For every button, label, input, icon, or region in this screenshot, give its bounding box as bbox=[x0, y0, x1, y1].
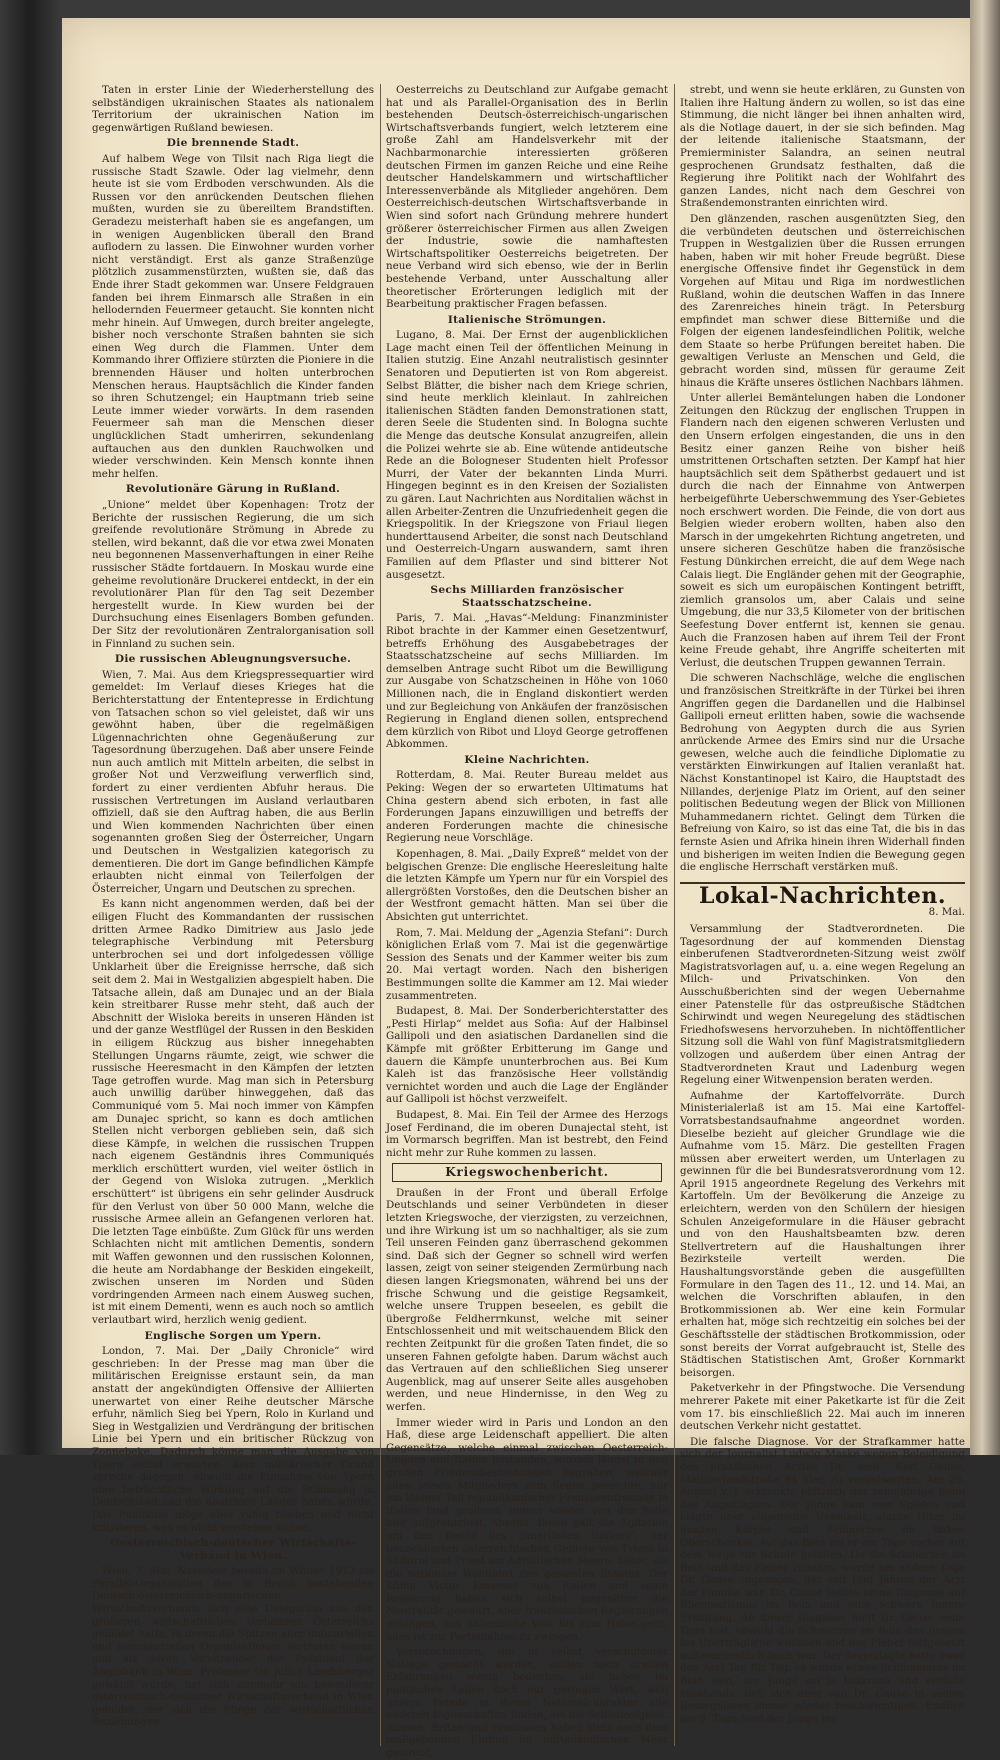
column-left bbox=[92, 84, 374, 1750]
article-paragraph: Versprechungen, die in selbst verschuldeter Notlage gemacht werden, wollen nach uralten Erfahrungen wenig bedeuten; sie haben im politischen Leben doch nur geringen Wert, weil unsere Feinde in ihrem Nationalcharakter alle anderen Eigenschaften finden, als die Selbstlosigkeit. Russen, Briten und Franzosen haben stets nach dem maßgebenden Einfluß im mittelländischen Meer gestrebt, bbox=[386, 1646, 668, 1759]
article-heading: Kleine Nachrichten. bbox=[464, 753, 590, 766]
article-paragraph: Draußen in der Front und überall Erfolge Deutschlands und seiner Verbündeten in dieser letzten Kriegswoche, der vierzigsten, zu verzeichnen, und ihre Wirkung ist um so nachhaltiger, als sie zum Teil unseren Feinden ganz überraschend gekommen sind. Daß sich der Gegner so schnell wird werfen lassen, zeigt von seiner steigenden Zermürbung nach diesen langen Kriegsmonaten, während bei uns der frische Schwung und die geistige Regsamkeit, welche unsere Truppen beseelen, es gebilt die übergroße Feldherrnkunst, welche mit seiner Entschlossenheit und mit weitschauendem Blick den rechten Zeitpunkt für die großen Taten findet, die so unseren Fahnen gefolgte haben. Darum wächst auch das Vertrauen auf den schließlichen Sieg unserer Augenblick, mag auf unserer Seite alles ausgehoben werden, und neue Hindernisse, in den Weg zu werfen. bbox=[386, 1186, 668, 1413]
article-paragraph: Wien, 7. Mai. Aus dem Kriegspressequartier wird gemeldet: Im Verlauf dieses Krieges hat die Berichterstattung der Ententepresse in Erdichtung von Tatsachen schon so viel geleistet, daß wir uns gewöhnt haben, über die regelmäßigen Lügennachrichten ohne Gegenäußerung zur Tagesordnung überzugehen. Daß aber unsere Feinde nun auch amtlich mit Mitteln arbeiten, die selbst in großer Not und Verzweiflung verwerflich sind, fordert zu einer verdienten Abfuhr heraus. Die russischen Vertretungen im Ausland verlautbaren offiziell, daß sie den Auftrag haben, die aus Berlin und Wien kommenden Nachrichten über einen sogenannten großen Sieg der Österreicher, Ungarn und Deutschen in Westgalizien kategorisch zu dementieren. Die dort im Gange befindlichen Kämpfe erlaubten nicht einmal von Teilerfolgen der Österreicher, Ungarn und Deutschen zu sprechen. bbox=[92, 668, 374, 895]
article-paragraph: Versammlung der Stadtverordneten. Die Tagesordnung der auf kommenden Dienstag einberufenen Stadtverordneten-Sitzung weist zwölf Magistratsvorlagen auf, u. a. eine wegen Regelung an Milch- und Privatschinken. Von den Ausschußberichten sind der wegen Uebernahme einer Patenstelle für das ostpreußische Städtchen Schirwindt und wegen Neuregelung des städtischen Friedhofswesens hervorzuheben. In nichtöffentlicher Sitzung soll die Wahl von fünf Magistratsmitgliedern vollzogen und außerdem über einen Antrag der Stadtverordneten Kraut und Ladenburg wegen Regelung einer Witwenpension beraten werden. bbox=[680, 923, 965, 1087]
article-heading: Italienische Strömungen. bbox=[447, 313, 607, 326]
article-paragraph: Budapest, 8. Mai. Ein Teil der Armee des Herzogs Josef Ferdinand, die im oberen Dunajectal steht, ist im Vormarsch begriffen. Man ist bestrebt, den Feind nicht mehr zur Ruhe kommen zu lassen. bbox=[386, 1108, 668, 1159]
article-paragraph: Rotterdam, 8. Mai. Reuter Bureau meldet aus Peking: Wegen der so erwarteten Ultimatums hat China gestern abend sich erboten, in fast alle Forderungen Japans einzuwilligen und betreffs der anderen Forderungen machte die chinesische Regierung neue Vorschläge. bbox=[386, 769, 668, 845]
column-middle bbox=[386, 84, 669, 1759]
column-rule bbox=[674, 84, 675, 1746]
article-paragraph: Lugano, 8. Mai. Der Ernst der augenblicklichen Lage macht einen Teil der öffentlichen Meinung in Italien stutzig. Eine Anzahl neutralistisch gesinnter Senatoren und Deputierten ist von Rom abgereist. Selbst Blätter, die bisher nach dem Kriege schrien, sind heute merklich kleinlaut. In zahlreichen italienischen Städten fanden Demonstrationen statt, deren Seele die Studenten sind. In Bologna suchte die Menge das deutsche Konsulat anzugreifen, allein die Polizei wehrte sie ab. Eine wütende antideutsche Rede an die Bologneser Studenten hielt Professor Murri, der Vater der bekannten Linda Murri. Hingegen beginnt es in den Kreisen der Sozialisten zu gären. Laut Nachrichten aus Norditalien wächst in allen Arbeiter-Zentren die Unzufriedenheit gegen die Kriegspolitik. In der Kriegszone von Friaul liegen hunderttausend Arbeiter, die sonst nach Deutschland und Oesterreich-Ungarn auswandern, samt ihren Familien auf dem Pflaster und sind bitterer Not ausgesetzt. bbox=[386, 329, 668, 581]
article-paragraph: Wien, 7. Mai. Nachdem bereits im Winter 1913 als Parallel-Organisation des in Berlin bestehenden Deutsch-österreichisch-ungarischen Wirtschaftsverbands sich eine Delegation aus den größeren wirtschaftlichen Verbänden Österreichs gebildet hatte, in deren die Spitzen aller industriellen und kommerziellen Organisationen vertreten waren und als deren Vorsitzender der Präsident der Anglobank in Wien, Professor Dr. Julius Landsberger gewählt wurde, hat sich nunmehr ein besonderer österreichisch-deutscher Wirtschaftsverband in Wien gebildet, der sich die Pflege der wirtschaftlichen Beziehungen bbox=[92, 1565, 374, 1729]
article-heading: Die russischen Ableugnungsversuche. bbox=[114, 653, 352, 666]
article-paragraph: Rom, 7. Mai. Meldung der „Agenzia Stefani“: Durch königlichen Erlaß vom 7. Mai ist die gegenwärtige Session des Senats und der Kammer weiter bis zum 20. Mai vertagt worden. Nach den bisherigen Bestimmungen sollte die Kammer am 12. Mai wieder zusammentreten. bbox=[386, 926, 669, 1002]
article-paragraph: Paketverkehr in der Pfingstwoche. Die Versendung mehrerer Pakete mit einer Paketkarte ist für die Zeit vom 17. bis einschließlich 22. Mai auch im inneren deutschen Verkehr nicht gestattet. bbox=[680, 1382, 965, 1433]
article-paragraph: „Unione“ meldet über Kopenhagen: Trotz der Berichte der russischen Regierung, die um sich greifende revolutionäre Strömung in Abrede zu stellen, wird bekannt, daß die vor etwa zwei Monaten neu begonnenen Massenverhaftungen in einer Reihe russischer Städte fortdauern. In Moskau wurde eine geheime revolutionäre Druckerei entdeckt, in der ein revolutionärer Plan für den Tag seit Dezember hergestellt wurde. In Kiew wurden bei der Durchsuchung eines Eisenlagers Bomben gefunden. Der Sitz der revolutionären Zentralorganisation soll in Finnland zu suchen sein. bbox=[92, 499, 374, 650]
article-heading: Oesterreichisch-deutscher Wirtschafts-Verband in Wien. bbox=[110, 1537, 356, 1562]
article-paragraph: Paris, 7. Mai. „Havas“-Meldung: Finanzminister Ribot brachte in der Kammer einen Gesetzentwurf, betreffs Erhöhung des Ausgabebetrages der Staatsschatzscheine auf sechs Milliarden. Im demselben Antrage sucht Ribot um die Bewilligung zur Ausgabe von Schatzscheinen in Höhe von 1060 Millionen nach, die in England diskontiert werden und zur Begleichung von Ankäufen der französischen Regierung in England dienen sollen, entsprechend dem kürzlich von Ribot und Lloyd George getroffenen Abkommen. bbox=[386, 612, 668, 751]
article-heading: Sechs Milliarden französischer Staatsschatzscheine. bbox=[430, 584, 624, 609]
article-heading: Die brennende Stadt. bbox=[166, 137, 300, 150]
book-edge bbox=[970, 0, 1000, 1455]
article-paragraph: London, 7. Mai. Der „Daily Chronicle“ wird geschrieben: In der Presse mag man über die militärischen Ereignisse erstaunt sein, da man anstatt der angekündigten Offensive der Alliierten unerwartet von einer Reihe deutscher Märsche erfuhr, nämlich Sieg bei Ypern, Rolo in Kurland und Sieg in Westgalizien und Verdrängung der britischen Linie bei Ypern und ein britischer Rückzug von Zonnebeke. Dadurch könne man die Ausgabe von Ypern selbst erwarten. Kein militärischer Grund spreche dagegen, obwohl die Einnahme von Ypern eine beträchtliche Wirkung auf die Stimmung in Deutschland und die neutralen Länder haben würde. Das Publikum möge aber ruhig bleiben und nicht kritisieren, was es nicht verstehen könne. bbox=[92, 1345, 374, 1534]
article-paragraph: strebt, und wenn sie heute erklären, zu Gunsten von Italien ihre Haltung ändern zu wollen, so ist das eine Stimmung, die nicht länger bei ihnen anhalten wird, als die Notlage dauert, in der sie sich befinden. Mag der leitende italienische Staatsmann, der Premierminister Salandra, an seinen neutral gesprochenen Grundsatz festhalten, daß die Regierung ihre Politikt nach der Wohlfahrt des ganzen Landes, nicht nach dem Geschrei von Straßendemonstranten einrichten wird. bbox=[680, 84, 965, 210]
article-paragraph: Den glänzenden, raschen ausgenützten Sieg, den die verbündeten deutschen und österreichischen Truppen in Westgalizien über die Russen errungen haben, haben wir mit hoher Freude begrüßt. Diese energische Offensive findet ihr Gegenstück in dem Vorgehen auf Mitau und Riga im nordwestlichen Rußland, wohin die deutschen Waffen in das Innere des Zarenreiches hinein trägt. In Petersburg empfindet man schwer diese Bitterniße und die Folgen der eigenen landesfeindlichen Politik, welche dem Staate so herbe Prüfungen bereitet haben. Die gewaltigen Verluste an Menschen und Geld, die gebracht worden sind, müssen für geraume Zeit hinaus die Kräfte unseres östlichen Nachbars lähmen. bbox=[680, 212, 965, 389]
boxed-heading: Kriegswochenbericht. bbox=[392, 1163, 662, 1182]
column-right bbox=[680, 84, 965, 1750]
article-paragraph: Die falsche Diagnose. Vor der Strafkammer hatte sich der Journalist Ludwig Maske wegen Beleidigung des praktischen Arztes Dr. med. Karl Gause, Mainzerlandstraße 84 hier, zu verantworten. Am 20. August v. J. erkrankte plötzlich der zehnjährige Sohn des Angeklagten. Der Junge kam vom Spielen und klagte über allgemeine Uebelkeit, starke Hitze im ganzen Körper und Schmerzen im linken Oberschenkel. Auf das Bein sei er am Tage vorher auf dem Wege zur Schule gefallen. Da die Schmerzen im Bein und das Fieber zunahm, wurde am andern Tage Dr. Gause zugezogen, der seit fünf Jahren der Arzt der Familie war. Dr. Gause stellte keine Diagnose auf Rheumatismus im Bein und eine schwere innere Erkältung. An dieser Diagnose hielt Dr. Gause neun Tage fest, obwohl die Schmerzen im Bein des Jungen ins Unerträgliche wuchsen und das Fieber fortgesetzt außerordentlich hoch war. Der Angeklagte hatte zwar den Arzt Tag für Tag, es wurde etwas Schlimmeres im Bein sein, der Junge sei ja todkrank und verfalle zusehends, ließ sich aber von Dr. Gause in seinen Besorgnissen immer wieder beschwichtigen. Endlich am 9. Tage fand der Junge ins bbox=[680, 1435, 965, 1725]
article-paragraph: Aufnahme der Kartoffelvorräte. Durch Ministerialerlaß ist am 15. Mai eine Kartoffel-Vorratsbestandsaufnahme angeordnet worden. Dieselbe bezieht auf gleicher Grundlage wie die Aufnahme vom 15. März. Die gestellten Fragen müssen aber erweitert werden, um Unterlagen zu gewinnen für die bei Bundesratsverordnung vom 12. April 1915 angeordnete Regelung des Verkehrs mit Kartoffeln. Um der Bevölkerung die Anzeige zu erleichtern, werden von den Schülern der hiesigen Schulen Anzeigeformulare in die Häuser gebracht und von den Haushaltsbeamten bzw. deren Stellvertretern auf die Haushaltungen ihrer Bezirksteile verteilt werden. Die Haushaltungsvorstände geben die ausgefüllten Formulare in den Tagen des 11., 12. und 14. Mai, an welchen die Vorschriften ablaufen, in den Brotkommissionen ab. Wer eine kein Formular erhalten hat, möge sich rechtzeitig ein solches bei der Geschäftsstelle der städtischen Brotkommission, oder sonst bereits der Vorrat aufgebraucht ist, Stelle des Städtischen Statistischen Amt, Großer Kornmarkt beisorgen. bbox=[680, 1089, 965, 1379]
article-heading: Revolutionäre Gärung in Rußland. bbox=[125, 483, 341, 496]
section-heading: Lokal-Nachrichten. bbox=[680, 882, 965, 903]
article-paragraph: Immer wieder wird in Paris und London an den Haß, diese arge Leidenschaft appelliert. Die alten Gegensätze, welche einmal zwischen Oesterreich-Ungarn und Italien bestanden, wurden längst in den großen Friedensbestrebungen begraben, welcher allen seinen Mitgliedern zum Segen gereichte; nur ein kleiner Teil republikanischer Franzosenfreunde in Italien fand grollend, immer wieder von der Seite hier aufgestachelt, abseits. Ihnen galt die Agitation um den Besitz des „unerlösten Italiens“, der benachbarten österreichischen Gebiete von Trient in Südtirol und Triest am Adriatischen Meere, höher, als die nationale Wohlfahrt des gesamten Staates. Der König Victor Emanuel von Italien und seine Regierung haben sich selbst gegenüber die Neutralität gewahrt, aber französischen Regierungen gelungen, das italienische Volk bis zum Halse geht, alles ist zur Parteinahme zu zwingen. bbox=[386, 1416, 668, 1643]
article-paragraph: Oesterreichs zu Deutschland zur Aufgabe gemacht hat und als Parallel-Organisation des in Berlin bestehenden Deutsch-österreichisch-ungarischen Wirtschaftsverbands fungiert, welch letzterem eine große Zahl am Handelsverkehr mit der Nachbarmonarchie interessierten größeren deutschen Firmen im ganzen Reiche und eine Reihe deutscher Handelskammern und wirtschaftlicher Interessenverbände als Mitglieder angehören. Dem Oesterreichisch-deutschen Wirtschaftsverbande in Wien sind sofort nach Gründung mehrere hundert größerer österreichischer Firmen aus allen Zweigen der Industrie, sowie die namhaftesten Wirtschaftspolitiker Oesterreichs beigetreten. Der neue Verband wird sich ebenso, wie der in Berlin bestehende Verband, unter Ausschaltung aller theoretischer Erörterungen lediglich mit der Bearbeitung praktischer Fragen befassen. bbox=[386, 84, 668, 311]
article-paragraph: Es kann nicht angenommen werden, daß bei der eiligen Flucht des Kommandanten der russischen dritten Armee Radko Dimitriew aus Jaslo jede telegraphische Verbindung mit Petersburg unterbrochen sei und dort infolgedessen völlige Unklarheit über die Ereignisse herrsche, daß sich seit dem 2. Mai in Westgalizien abgespielt haben. Die Tatsache allein, daß am Dunajec und an der Biala kein streitbarer Russe mehr steht, daß auch der Abschnitt der Wisloka bereits in unseren Händen ist und der ganze Westflügel der Russen in den Beskiden in eiligem Rückzug aus bisher innegehabten Stellungen Ungarns räumte, zeigt, wie schwer die russische Heeresmacht in den Kämpfen der letzten Tage getroffen wurde. Mag man sich in Petersburg auch unwillig darüber hinweggehen, daß das Communiqué vom 5. Mai noch immer von Kämpfen am Dunajec spricht, so kann es doch amtlichen Stellen nicht verborgen geblieben sein, daß sich diese Kämpfe, in welchen die russischen Truppen nach eigenem Geständnis ihres Communiqués merklich erschüttert wurden, viel weiter östlich in der Gegend von Wisloka zutrugen. „Merklich erschüttert“ ist übrigens ein sehr gelinder Ausdruck für den Verlust von über 50 000 Mann, welche die russische Armee allein an Gefangenen verloren hat. Die letzten Tage einbüßte. Zum Glück für uns werden Schlachten nicht mit amtlichen Dementis, sondern mit Waffen gewonnen und den russischen Kolonnen, die heute am Nordabhange der Beskiden eingekeilt, zwischen unseren im Norden und Süden vordringenden Armeen nach einem Ausweg suchen, ist mit einem Dementi, wenn es auch noch so amtlich verlautbart wird, herzlich wenig gedient. bbox=[92, 898, 374, 1326]
article-heading: Englische Sorgen um Ypern. bbox=[144, 1329, 322, 1342]
article-paragraph: Die schweren Nachschläge, welche die englischen und französischen Streitkräfte in der Türkei bei ihren Angriffen gegen die Dardanellen und die Halbinsel Gallipoli erneut erlitten haben, sowie die wachsende Bedrohung von Aegypten durch die aus Syrien anrückende Armee des Emirs sind nur die Ursache gewesen, welche auch die feindliche Diplomatie zu verstärkten Einwirkungen auf Italien veranlaßt hat. Nächst Konstantinopel ist Kairo, die Hauptstadt des Nillandes, derjenige Platz im Orient, auf den seiner politischen Bedeutung wegen der Blick von Millionen Muhammedanern richtet. Gelingt dem Türken die Befreiung von Kairo, so ist das eine Tat, die bis in das fernste Asien und Afrika hinein ihren Widerhall finden und bisherigen im weiten Indien die Bewegung gegen die englische Herrschaft verstärken muß. bbox=[680, 672, 965, 874]
dateline: 8. Mai. bbox=[928, 906, 965, 919]
column-rule bbox=[380, 84, 381, 1746]
article-paragraph: Auf halbem Wege von Tilsit nach Riga liegt die russische Stadt Szawle. Oder lag vielmehr, denn heute ist sie vom Erdboden verschwunden. Als die Russen vor den anrückenden Deutschen fliehen mußten, wurden sie zu übereiltem Brandstiften. Geradezu meisterhaft haben sie es angefangen, um in wenigen Augenblicken überall den Brand auflodern zu lassen. Die Einwohner wurden vorher nicht verständigt. Erst als ganze Straßenzüge plötzlich zusammenstürzten, wußten sie, daß das Ende ihrer Stadt gekommen war. Unsere Feldgrauen fanden bei ihrem Einmarsch alle Straßen in ein hellodernden Feuermeer getaucht. Sie konnten nicht mehr hinein. Auf Umwegen, durch breiter angelegte, bisher noch verschonte Straßen bahnten sie sich einen Weg durch die Flammen. Unter dem Kommando ihrer Offiziere stürzten die Pioniere in die brennenden Häuser und holten unterbrochen Menschen heraus. Hauptsächlich die Kinder fanden so ihren Schutzengel; ein Hauptmann trieb seine Leute immer wieder vorwärts. In dem rasenden Feuermeer sah man die Menschen dieser unglücklichen Stadt umherirren, sekundenlang auftauchen aus den dunklen Rauchwolken und wieder verschwinden. Kein Mensch konnte ihnen mehr helfen. bbox=[92, 152, 374, 480]
article-paragraph: Unter allerlei Bemäntelungen haben die Londoner Zeitungen den Rückzug der englischen Truppen in Flandern nach den eigenen schweren Verlusten und den Unsern erfolgen eingestanden, die uns in den Besitz einer ganzen Reihe von bisher heiß umstrittenen Ortschaften setzten. Der Kampf hat hier hauptsächlich seit dem Spätherbst gedauert und ist durch die nach der Einnahme von Antwerpen herbeigeführte Ueberschwemmung des Yser-Gebietes noch erschwert worden. Die Feinde, die von dort aus Belgien wieder erobern wollten, haben also den Marsch in der umgekehrten Richtung angetreten, und unsere sicheren Geschütze haben die französische Festung Dünkirchen erreicht, die auf dem Wege nach Calais liegt. Die Engländer gehen mit der Geographie, soweit es sich um europäischen Kontingent betrifft, ziemlich gransolos um, aber Calais und seine Umgebung, die nur 33,5 Kilometer von der britischen Seefestung Dover entfernt ist, kennen sie genau. Auch die Franzosen haben auf ihrem Teil der Front keine Freude gehabt, ihre Angriffe scheiterten mit Verlust, die deutschen Truppen gewannen Terrain. bbox=[680, 392, 965, 669]
article-paragraph: Taten in erster Linie der Wiederherstellung des selbständigen ukrainischen Staates als nationalem Territorium der ukrainischen Nation im gegenwärtigen Rußland bewiesen. bbox=[92, 84, 374, 134]
article-paragraph: Kopenhagen, 8. Mai. „Daily Expreß“ meldet von der belgischen Grenze: Die englische Heeresleitung halte die letzten Kämpfe um Ypern nur für ein Vorspiel des allergrößten Vorstoßes, den die Deutschen bisher an der Westfront gemacht hätten. Man sei über die Absichten gut unterrichtet. bbox=[386, 848, 668, 923]
article-paragraph: Budapest, 8. Mai. Der Sonderberichterstatter des „Pesti Hirlap“ meldet aus Sofia: Auf der Halbinsel Gallipoli und den asiatischen Dardanellen sind die Kämpfe mit größter Erbitterung im Gange und dauern die Kämpfe ununterbrochen aus. Bei Kum Kaleh ist das französische Heer vollständig vernichtet worden und auch die Lage der Engländer auf Gallipoli ist höchst verzweifelt. bbox=[386, 1005, 668, 1106]
